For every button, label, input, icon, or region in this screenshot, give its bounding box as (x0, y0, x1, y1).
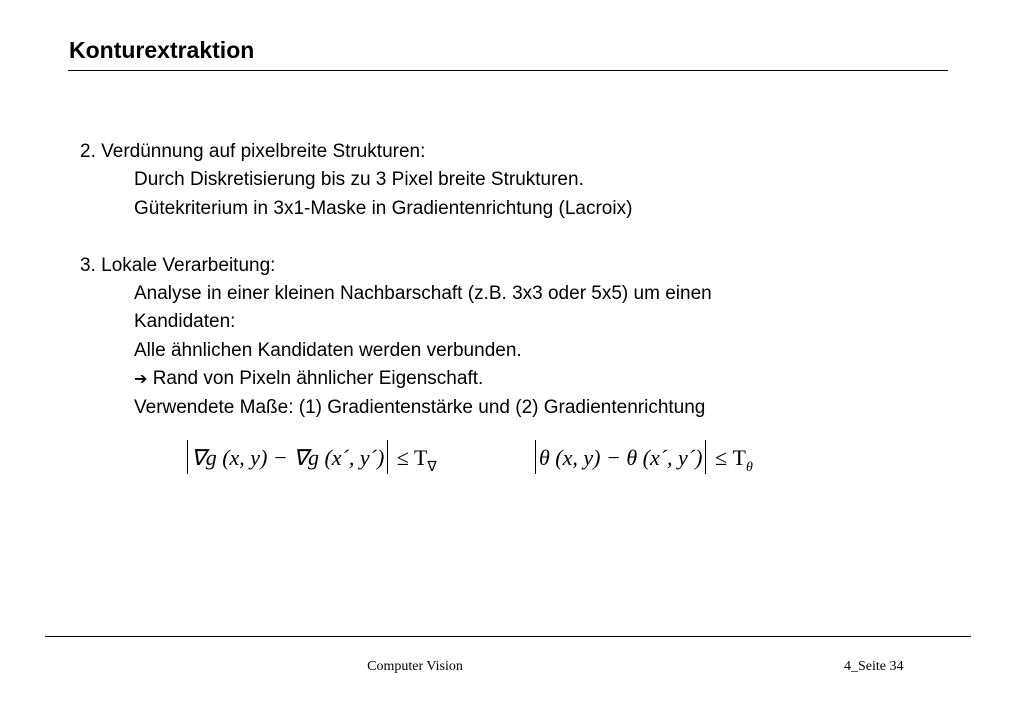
direction-formula-subscript: θ (746, 460, 753, 475)
abs-bar (387, 440, 388, 474)
abs-bar (535, 440, 536, 474)
footer-divider (45, 636, 971, 637)
section-3-heading: 3. Lokale Verarbeitung: (80, 254, 276, 276)
slide-title: Konturextraktion (69, 37, 255, 63)
footer-course: Computer Vision (367, 659, 463, 674)
direction-formula-body: θ (x, y) − θ (x´, y´) (539, 445, 703, 470)
section-3-line: Kandidaten: (134, 311, 236, 333)
section-2-line: Gütekriterium in 3x1-Maske in Gradientenrichtung (Lacroix) (134, 197, 633, 219)
gradient-formula-relation: ≤ T (396, 445, 428, 470)
spacer (80, 223, 940, 251)
abs-bar (187, 440, 188, 474)
section-2-heading: 2. Verdünnung auf pixelbreite Strukturen: (80, 141, 426, 162)
direction-formula (532, 440, 753, 476)
footer-page-number: 4_Seite 34 (844, 659, 904, 674)
slide-body (80, 138, 940, 422)
section-3-line: Analyse in einer kleinen Nachbarschaft (z.B. 3x3 oder 5x5) um einen (134, 282, 712, 304)
section-3-arrow-line (80, 365, 940, 393)
arrow-right-icon: ➔ (134, 369, 148, 389)
section-3-line: Alle ähnlichen Kandidaten werden verbunden. (134, 339, 522, 361)
section-3-measures-line: Verwendete Maße: (1) Gradientenstärke und (2) Gradientenrichtung (134, 396, 706, 418)
gradient-formula (184, 440, 437, 476)
section-2-line: Durch Diskretisierung bis zu 3 Pixel breite Strukturen. (134, 169, 584, 191)
title-divider (68, 70, 948, 71)
abs-bar (705, 440, 706, 474)
gradient-formula-subscript: ∇ (427, 460, 437, 475)
gradient-formula-body: ∇g (x, y) − ∇g (x´, y´) (191, 445, 385, 470)
arrow-line-text: Rand von Pixeln ähnlicher Eigenschaft. (152, 368, 484, 390)
direction-formula-relation: ≤ T (714, 445, 746, 470)
